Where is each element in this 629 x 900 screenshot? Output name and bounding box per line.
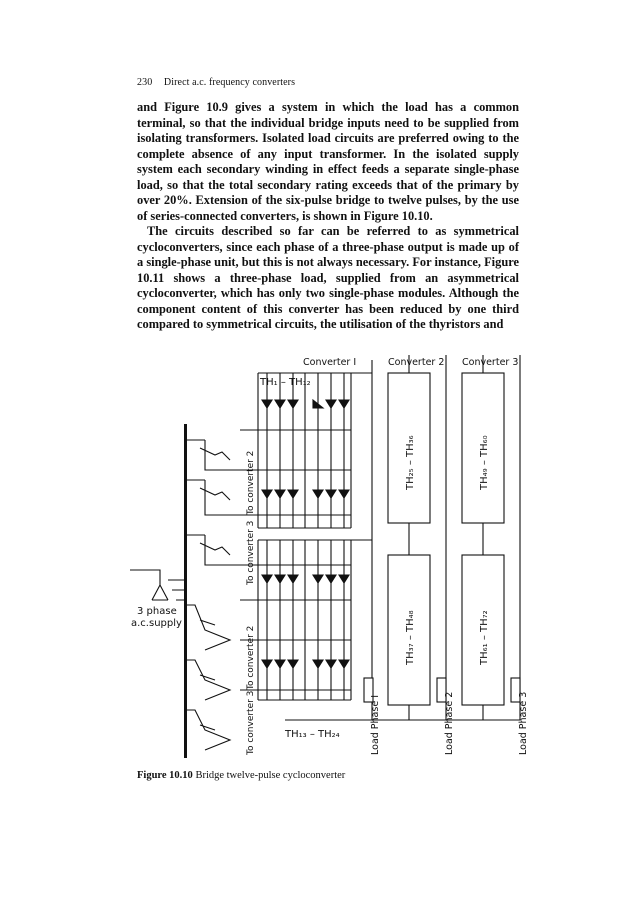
figure-caption-text: Bridge twelve-pulse cycloconverter xyxy=(195,770,346,781)
thyristor-top-label: TH₁ – TH₁₂ xyxy=(260,377,311,388)
figure-number: Figure 10.10 xyxy=(137,770,193,781)
supply-label-line2: a.c.supply xyxy=(131,618,182,629)
to-converter-label: To converter 2 xyxy=(246,450,256,515)
load-phase-2-label: Load Phase 2 xyxy=(444,691,455,755)
to-converter-label: To converter 3 xyxy=(246,520,256,585)
load-phase-3-label: Load Phase 3 xyxy=(518,691,529,755)
paragraph: The circuits described so far can be referred to as symmetrical cycloconverters, since each phase of a three-phase output is made up of a single-phase unit, but this is not always necessary. For instance, Figure 10.11 shows a three-phase load, supplied from an asymmetrical cycloconverter, which has only two single-phase modules. Although the component content of this converter has been reduced by one third compared to symmetrical circuits, the utilisation of the thyristors and xyxy=(137,224,519,331)
converter1-output xyxy=(351,360,372,720)
supply-label-line1: 3 phase xyxy=(137,606,177,617)
page-number: 230 xyxy=(137,77,153,88)
thyristor-bottom-label: TH₁₃ – TH₂₄ xyxy=(285,729,340,740)
to-converter-label: To converter 3 xyxy=(246,690,256,755)
converter-1-label: Converter I xyxy=(303,357,357,368)
bridge-columns xyxy=(240,373,351,700)
converter-2-label: Converter 2 xyxy=(388,357,445,368)
block-label-converter2-upper: TH₂₅ – TH₃₆ xyxy=(405,435,416,490)
block-label-converter3-upper: TH₄₉ – TH₆₀ xyxy=(479,435,490,490)
figure-labels xyxy=(131,357,529,756)
supply-bus-bar xyxy=(184,424,187,758)
load-phase-1-label: Load Phase I xyxy=(370,695,381,755)
paragraph: and Figure 10.9 gives a system in which the load has a common terminal, so that the individual bridge inputs need to be supplied from isolating transformers. Isolated load circuits are preferred owing to the complete absence of any input transformer. In the isolated supply system each secondary winding in effect feeds a separate single-phase load, so that the total secondary rating exceeds that of the primary by over 20%. Extension of the six-pulse bridge to twelve pulses, by the use of series-connected converters, is shown in Figure 10.10. xyxy=(137,100,519,223)
figure-caption xyxy=(137,770,345,781)
supply-symbol xyxy=(130,570,168,600)
converter-3-label: Converter 3 xyxy=(462,357,519,368)
transformer-windings xyxy=(187,440,240,750)
supply-feed xyxy=(168,580,184,600)
to-converter-label: To converter 2 xyxy=(246,625,256,690)
circuit-wiring xyxy=(130,355,520,758)
block-label-converter3-lower: TH₆₁ – TH₇₂ xyxy=(479,610,490,665)
block-label-converter2-lower: TH₃₇ – TH₄₈ xyxy=(405,610,416,665)
running-title: Direct a.c. frequency converters xyxy=(163,77,296,88)
